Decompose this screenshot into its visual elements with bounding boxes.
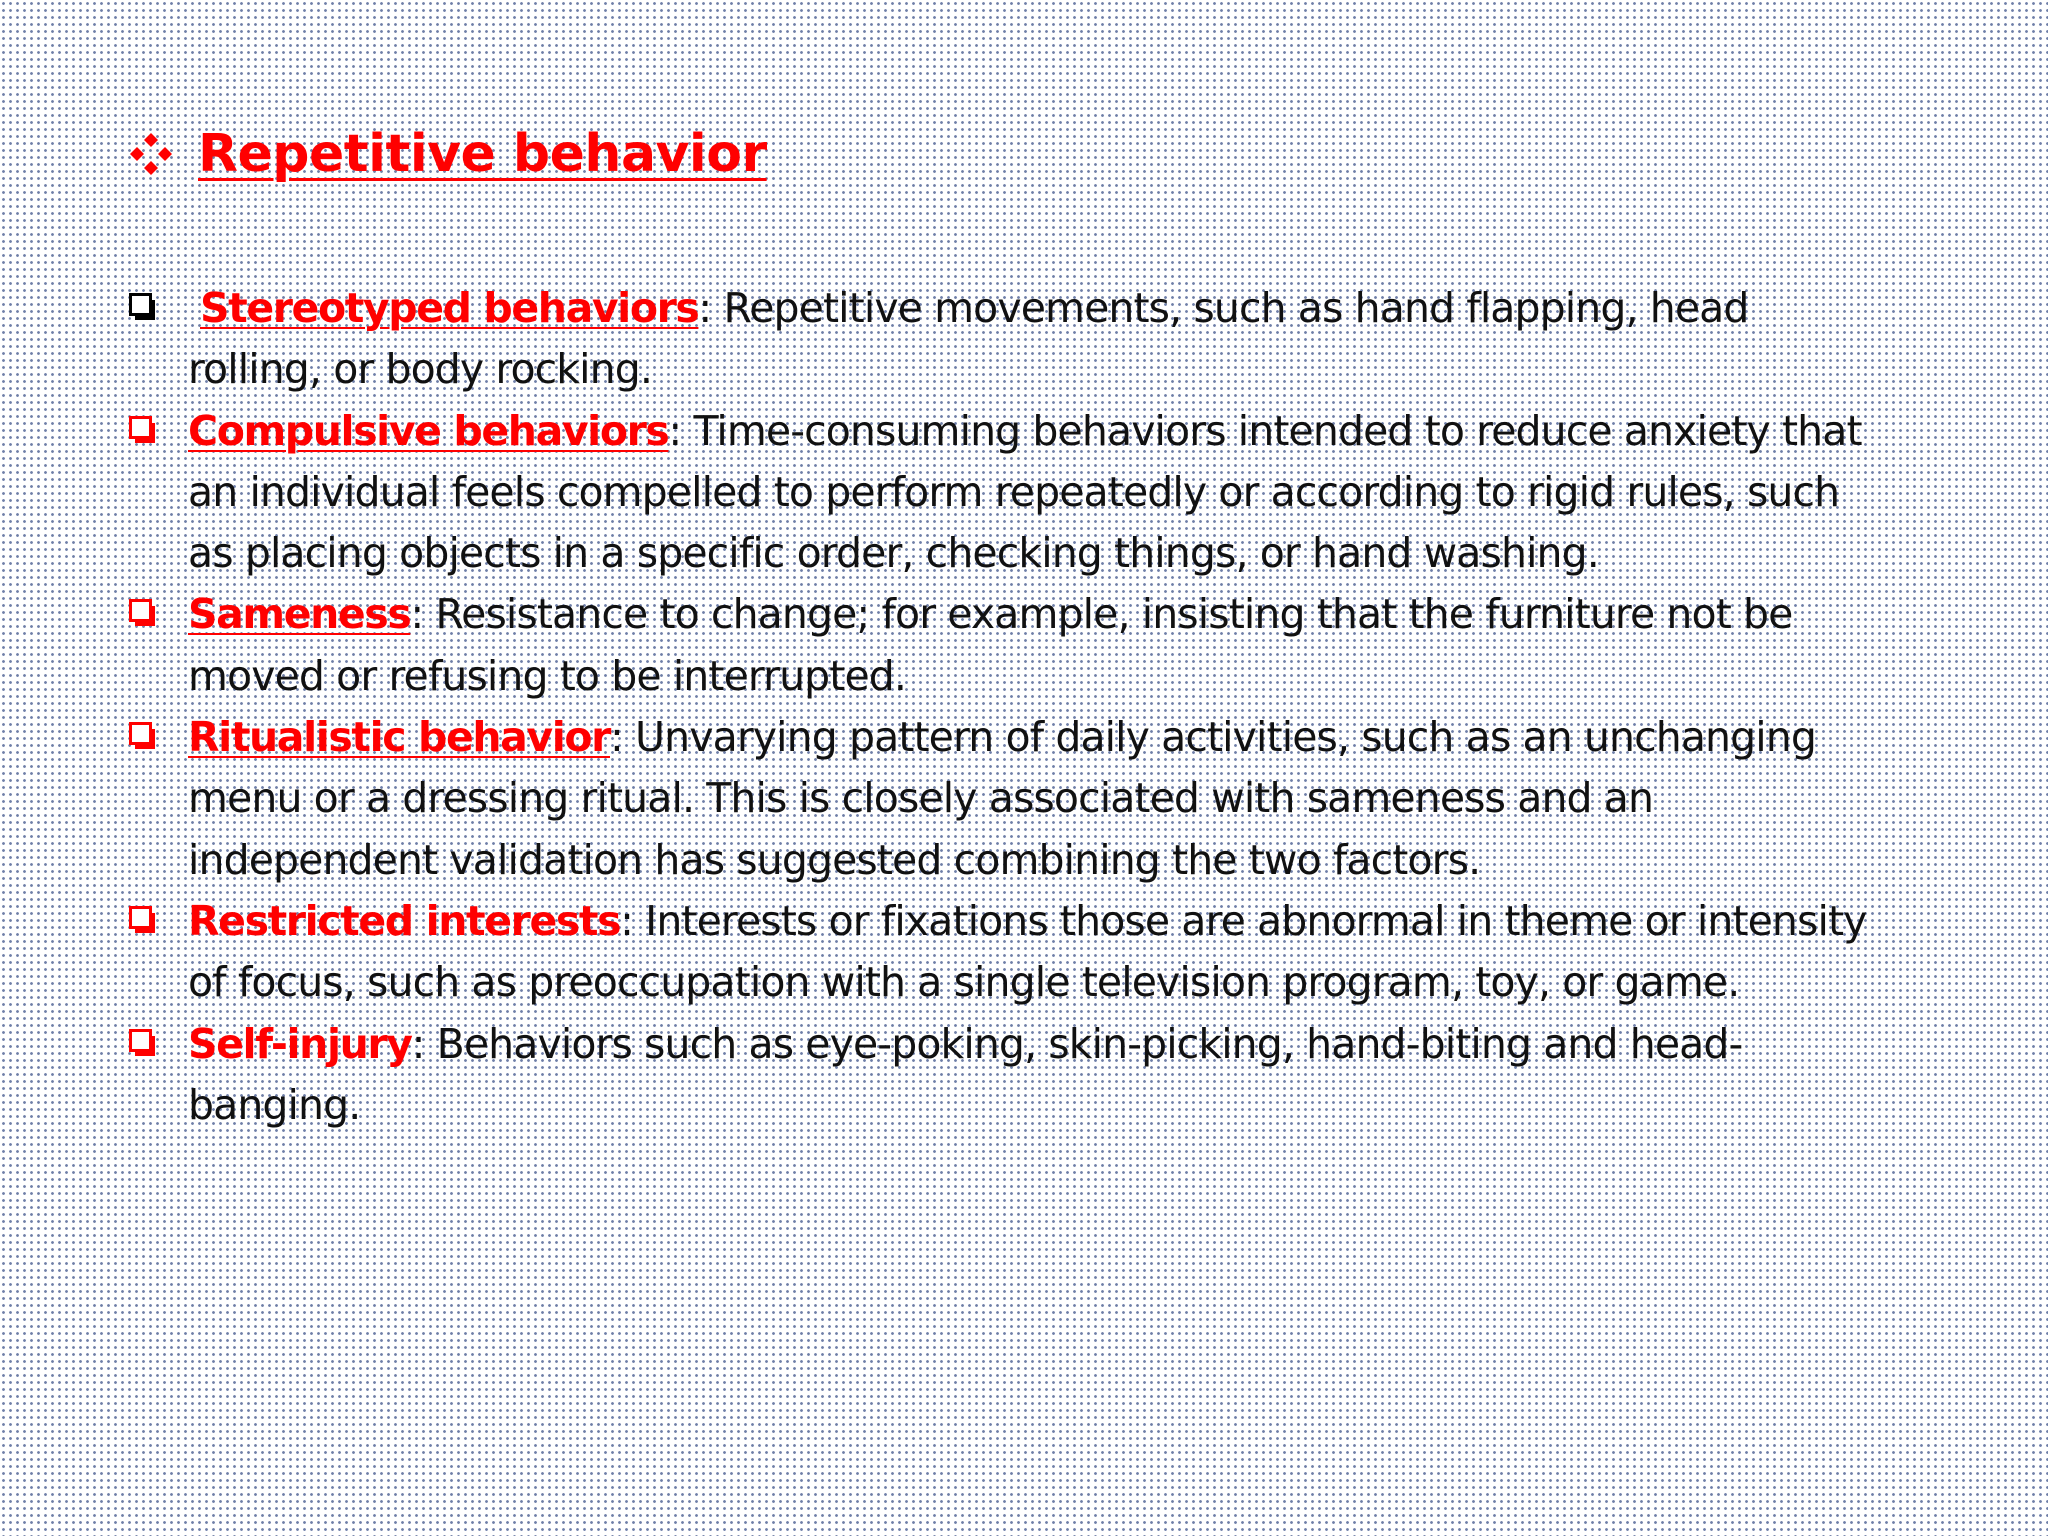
hollow-box-bullet-icon <box>128 905 158 935</box>
bullet-list <box>128 278 1888 1136</box>
item-text: : Resistance to change; for example, insisting that the furniture not be moved or refusing to be interrupted. <box>188 590 1793 700</box>
hollow-box-bullet-icon <box>128 292 158 322</box>
bullet-item-ritualistic-behavior <box>128 707 1888 891</box>
bullet-item-sameness <box>128 584 1888 707</box>
item-text: : Behaviors such as eye-poking, skin-picking, hand-biting and head-banging. <box>188 1019 1743 1129</box>
hollow-box-bullet-icon <box>128 415 158 445</box>
hollow-box-bullet-icon <box>128 1028 158 1058</box>
term-label: Sameness <box>188 590 411 639</box>
term-label: Stereotyped behaviors <box>200 284 699 332</box>
term-label: Self-injury <box>188 1019 412 1068</box>
hollow-box-bullet-icon <box>128 721 158 751</box>
term-label: Compulsive behaviors <box>188 406 669 455</box>
bullet-item-stereotyped-behaviors <box>128 278 1888 401</box>
hollow-box-bullet-icon <box>128 598 158 628</box>
bullet-item-restricted-interests <box>128 891 1888 1014</box>
bullet-item-self-injury <box>128 1014 1888 1137</box>
term-label: Restricted interests <box>188 896 621 945</box>
diamond-four-bullet-icon <box>128 131 174 177</box>
title-text: Repetitive behavior <box>198 124 767 184</box>
item-text: : Unvarying pattern of daily activities, such as an unchanging menu or a dressing ritual. This is closely associated with sameness and an independent validation has suggested combining the two factors. <box>188 713 1816 884</box>
bullet-item-compulsive-behaviors <box>128 401 1888 585</box>
item-text: : Interests or fixations those are abnormal in theme or intensity of focus, such as preoccupation with a single television program, toy, or game. <box>188 896 1867 1007</box>
slide-title <box>128 118 767 190</box>
term-label: Ritualistic behavior <box>188 713 610 762</box>
item-text: : Time-consuming behaviors intended to reduce anxiety that an individual feels compelled to perform repeatedly or according to rigid rules, such as placing objects in a specific order, checking things, or hand washing. <box>188 406 1862 578</box>
item-text: : Repetitive movements, such as hand flapping, head rolling, or body rocking. <box>188 284 1749 394</box>
